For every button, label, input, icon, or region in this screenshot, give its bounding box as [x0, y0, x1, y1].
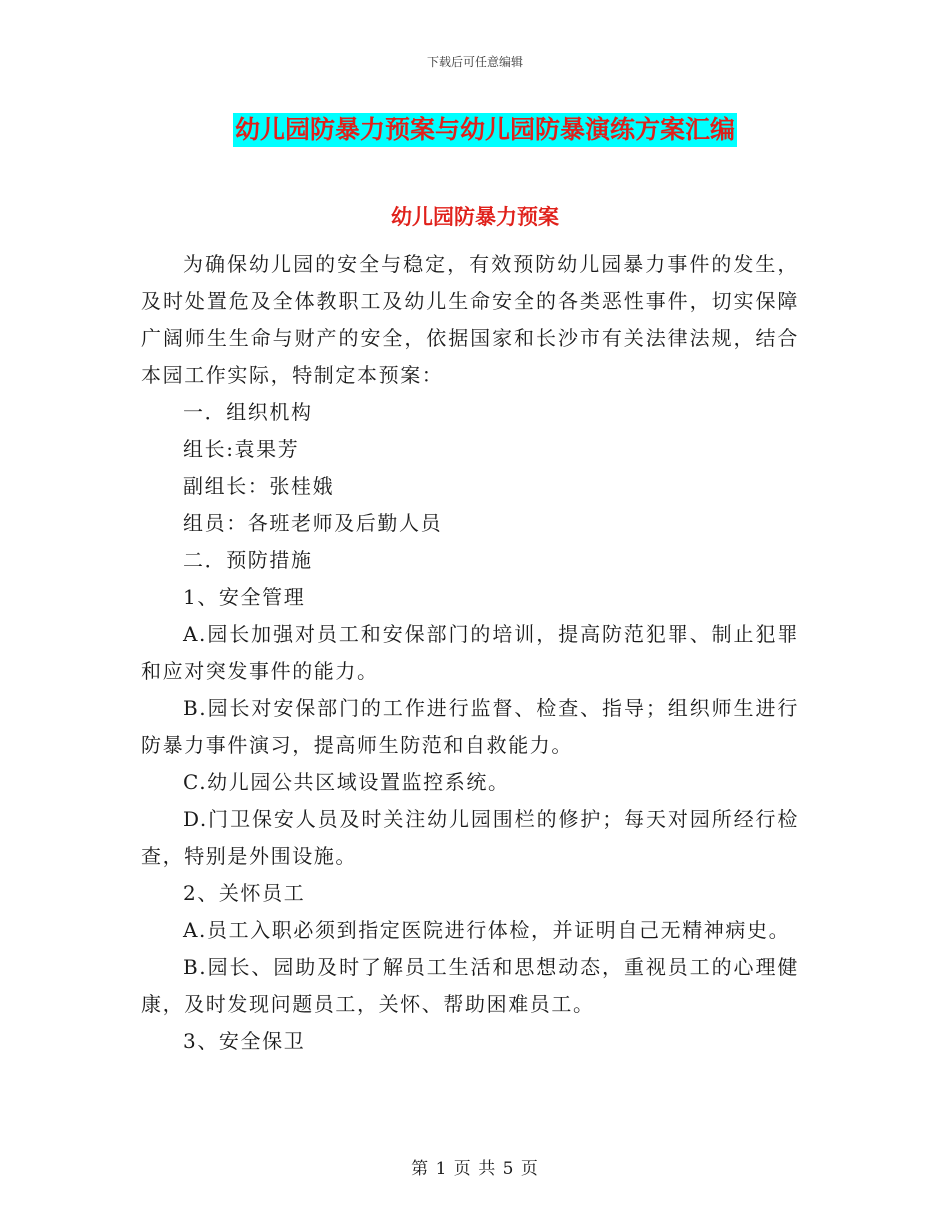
subheading-safety-management: 1、安全管理 [183, 585, 306, 609]
document-body [141, 246, 799, 1060]
subheading-staff-care: 2、关怀员工 [183, 881, 306, 905]
team-members: 组员：各班老师及后勤人员 [183, 511, 443, 535]
deputy-team-leader: 副组长：张桂娥 [183, 474, 335, 498]
heading-organization: 一．组织机构 [183, 400, 313, 424]
team-leader: 组长:袁果芳 [183, 437, 300, 461]
subheading-security: 3、安全保卫 [183, 1029, 306, 1053]
document-title: 幼儿园防暴力预案与幼儿园防暴演练方案汇编 [233, 113, 737, 147]
page-indicator: 第 1 页 共 5 页 [411, 1159, 539, 1179]
paragraph-item-a: A.园长加强对员工和安保部门的培训，提高防范犯罪、制止犯罪和应对突发事件的能力。 [141, 622, 799, 683]
intro-paragraph: 为确保幼儿园的安全与稳定，有效预防幼儿园暴力事件的发生，及时处置危及全体教职工及幼儿生命安全的各类恶性事件，切实保障广阔师生生命与财产的安全，依据国家和长沙市有关法律法规，结合本园工作实际，特制定本预案： [141, 252, 799, 387]
heading-prevention: 二．预防措施 [183, 548, 313, 572]
paragraph-item-b: B.园长对安保部门的工作进行监督、检查、指导；组织师生进行防暴力事件演习，提高师生防范和自救能力。 [141, 696, 799, 757]
download-note: 下载后可任意编辑 [426, 55, 523, 69]
section-title: 幼儿园防暴力预案 [391, 205, 559, 229]
paragraph-item-c: C.幼儿园公共区域设置监控系统。 [183, 770, 510, 794]
paragraph-care-a: A.员工入职必须到指定医院进行体检，并证明自己无精神病史。 [183, 918, 791, 942]
paragraph-item-d: D.门卫保安人员及时关注幼儿园围栏的修护；每天对园所经行检查，特别是外围设施。 [141, 807, 799, 868]
paragraph-care-b: B.园长、园助及时了解员工生活和思想动态，重视员工的心理健康，及时发现问题员工，关怀、帮助困难员工。 [141, 955, 799, 1016]
